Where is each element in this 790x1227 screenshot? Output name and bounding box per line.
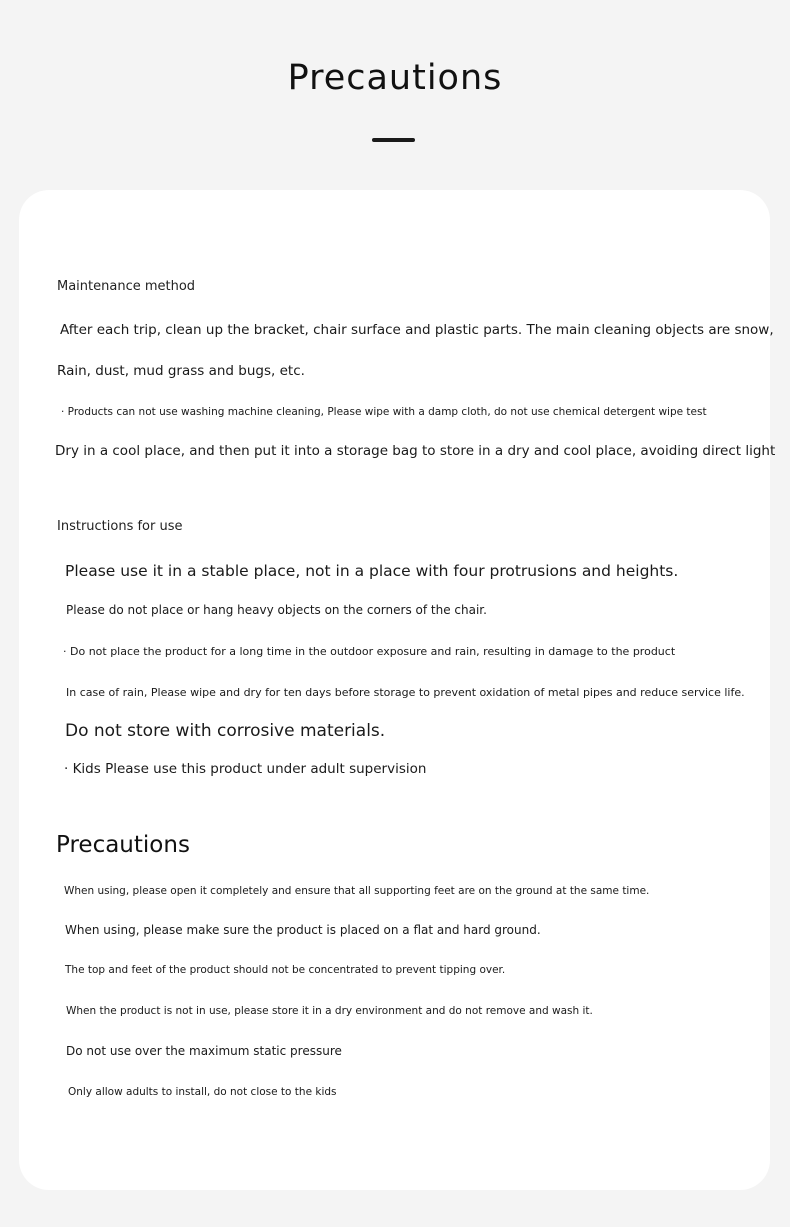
maintenance-line: · Products can not use washing machine cleaning, Please wipe with a damp cloth, do not use chemical detergent wipe test: [61, 406, 707, 418]
precautions-line: The top and feet of the product should not be concentrated to prevent tipping over.: [65, 964, 506, 976]
instructions-heading: Instructions for use: [57, 519, 183, 534]
page-title: Precautions: [287, 58, 503, 98]
instructions-line: · Kids Please use this product under adult supervision: [64, 761, 427, 777]
maintenance-heading: Maintenance method: [57, 279, 196, 294]
instructions-line: In case of rain, Please wipe and dry for ten days before storage to prevent oxidation of metal pipes and reduce service life.: [66, 686, 745, 699]
precautions-line: When the product is not in use, please store it in a dry environment and do not remove and wash it.: [66, 1005, 593, 1017]
content-card: [19, 190, 776, 1190]
instructions-line: Do not store with corrosive materials.: [65, 721, 386, 741]
precautions-line: When using, please make sure the product is placed on a flat and hard ground.: [65, 923, 541, 937]
instructions-line: Please use it in a stable place, not in a place with four protrusions and heights.: [65, 562, 679, 580]
instructions-line: · Do not place the product for a long time in the outdoor exposure and rain, resulting in damage to the product: [63, 645, 676, 658]
maintenance-line: Dry in a cool place, and then put it into a storage bag to store in a dry and cool place, avoiding direct light: [55, 443, 776, 459]
precautions-line: When using, please open it completely and ensure that all supporting feet are on the ground at the same time.: [64, 885, 650, 897]
precautions-line: Only allow adults to install, do not close to the kids: [68, 1086, 337, 1098]
maintenance-line: Rain, dust, mud grass and bugs, etc.: [57, 363, 305, 379]
precautions-heading: Precautions: [56, 832, 190, 858]
instructions-line: Please do not place or hang heavy objects on the corners of the chair.: [66, 603, 487, 617]
maintenance-line: After each trip, clean up the bracket, chair surface and plastic parts. The main cleaning objects are snow,: [60, 322, 774, 338]
title-divider: [372, 138, 415, 142]
precautions-line: Do not use over the maximum static pressure: [66, 1044, 342, 1058]
